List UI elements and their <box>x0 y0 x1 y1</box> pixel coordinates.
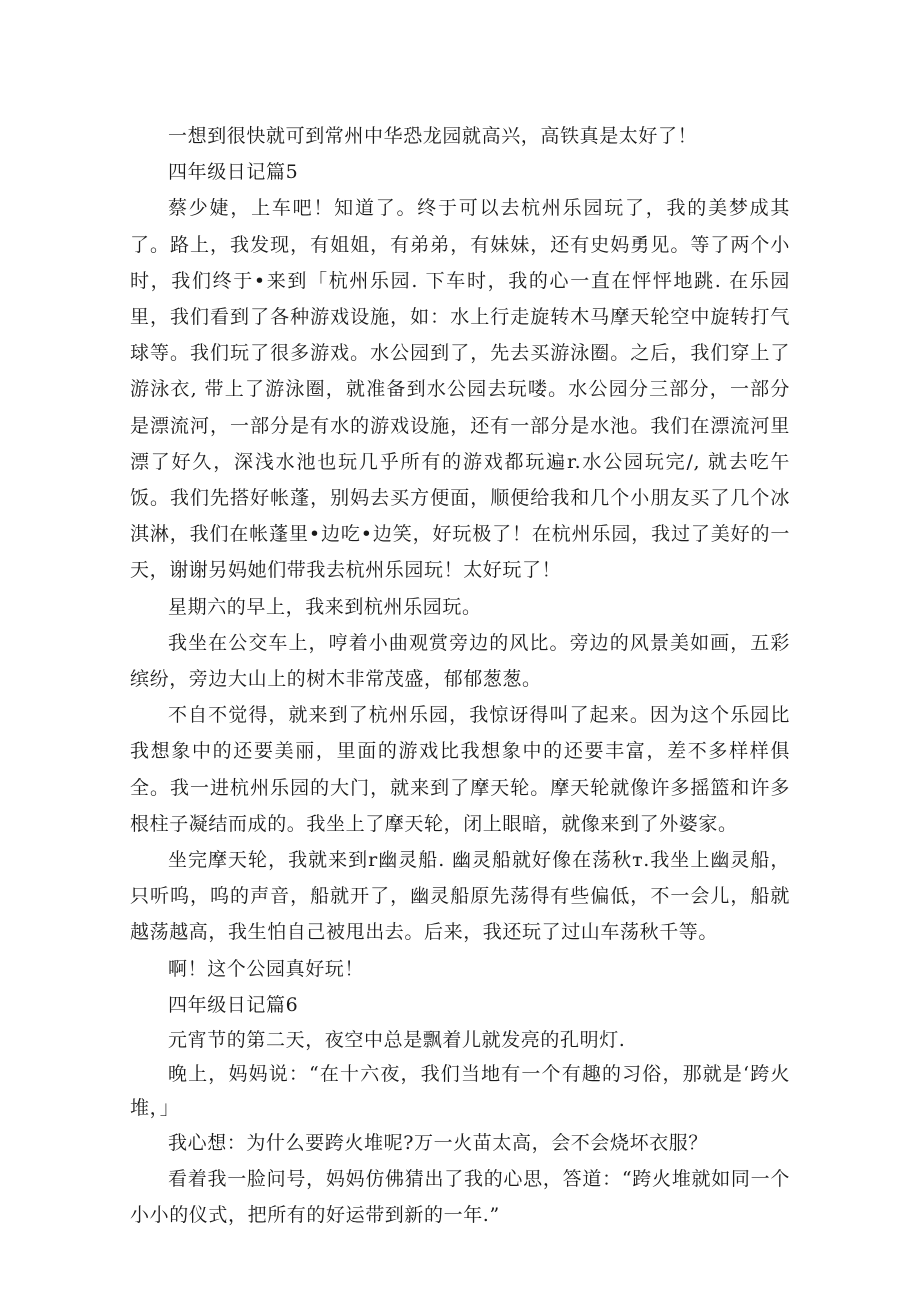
paragraph-7: 啊！这个公园真好玩！ <box>168 957 365 980</box>
document-body <box>130 118 790 1234</box>
paragraph-6: 坐完摩天轮，我就来到r幽灵船. 幽灵船就好像在荡秋т.我坐上幽灵船，只听呜，呜的声音，船就开了，幽灵船原先荡得有些偏低，不一会儿，船就越荡越高，我生怕自己被甩出去。后来，我还玩了过山车荡秋千等。 <box>130 849 790 944</box>
paragraph-1: 一想到很快就可到常州中华恐龙园就高兴，高铁真是太好了！ <box>168 125 698 147</box>
paragraph-2: 蔡少婕，上车吧！知道了。终于可以去杭州乐园玩了，我的美梦成其了。路上，我发现，有姐姐，有弟弟，有妹妹，还有史妈勇见。等了两个小时，我们终于•来到「杭州乐园. 下车时，我的心一直在怦怦地跳. 在乐园里，我们看到了各种游戏设施，如：水上行走旋转木马摩天轮空中旋转打气球等。我们玩了很多游戏。水公园到了，先去买游泳圈。之后，我们穿上了游泳衣, 带上了游泳圈，就准备到水公园去玩喽。水公园分三部分，一部分是漂流河，一部分是有水的游戏设施，还有一部分是水池。我们在漂流河里漂了好久，深浅水池也玩几乎所有的游戏都玩遍r.水公园玩完/, 就去吃午饭。我们先搭好帐蓬，别妈去买方便面，顺便给我和几个小朋友买了几个冰淇淋，我们在帐蓬里•边吃•边笑，好玩极了！在杭州乐园，我过了美好的一天，谢谢另妈她们带我去杭州乐园玩！太好玩了！ <box>130 197 790 582</box>
section-heading-5: 四年级日记篇5 <box>168 161 299 184</box>
paragraph-11: 看着我一脸问号，妈妈仿佛猜出了我的心思，答道：“跨火堆就如同一个小小的仪式，把所有的好运带到新的一年.” <box>130 1168 790 1227</box>
paragraph-3: 星期六的早上，我来到杭州乐园玩。 <box>168 595 482 618</box>
paragraph-9: 晚上，妈妈说：“在十六夜，我们当地有一个有趣的习俗，那就是‘跨火堆，」 <box>130 1063 790 1120</box>
paragraph-5: 不自不觉得，就来到了杭州乐园，我惊讶得叫了起来。因为这个乐园比我想象中的还要美丽，里面的游戏比我想象中的还要丰富，差不多样样俱全。我一进杭州乐园的大门，就来到了摩天轮。摩天轮就像许多摇篮和许多根柱子凝结而成的。我坐上了摩天轮，闭上眼暗，就像来到了外婆家。 <box>130 704 790 835</box>
paragraph-8: 元宵节的第二天，夜空中总是飘着儿就发亮的孔明灯. <box>168 1029 626 1052</box>
paragraph-10: 我心想：为什么要跨火堆呢?万一火苗太高，会不会烧坏衣服？ <box>168 1132 708 1155</box>
paragraph-4: 我坐在公交车上，哼着小曲观赏旁边的风比。旁边的风景美如画，五彩缤纷，旁边大山上的树木非常茂盛，郁郁葱葱。 <box>130 631 790 691</box>
section-heading-6: 四年级日记篇6 <box>168 993 299 1016</box>
